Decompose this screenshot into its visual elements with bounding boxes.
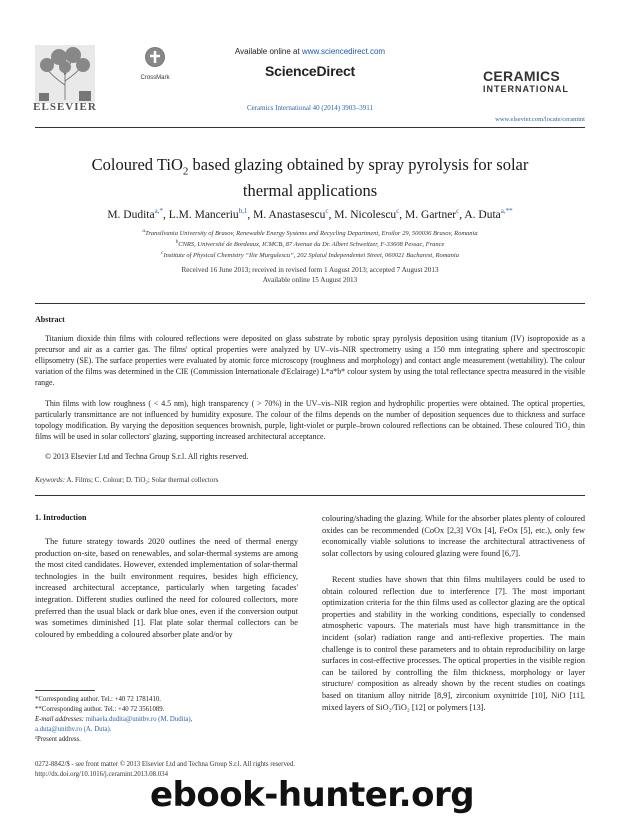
affiliation	[40, 239, 580, 248]
abstract-top-divider	[35, 303, 585, 304]
author-affiliation-mark[interactable]: a,*	[154, 207, 163, 215]
author-affiliation-mark[interactable]: c	[325, 207, 329, 215]
title-part2: based glazing obtained by spray pyrolysis for solar	[188, 155, 529, 174]
affiliation-mark: b	[175, 239, 179, 245]
affiliation-text: CNRS, Université de Bordeaux, ICMCB, 87 Avenue du Dr. Albert Schweitzer, F-33608 Pessac, France	[178, 241, 445, 249]
doi-link[interactable]: http://dx.doi.org/10.1016/j.ceramint.2013.08.034	[35, 771, 168, 778]
article-title	[40, 155, 580, 201]
header-divider	[35, 127, 585, 128]
affiliation-text: Transilvania University of Brasov, Renewable Energy Systems and Recycling Department, Eroilor 29, 500036 Brasov, Romania	[145, 230, 478, 238]
available-online-line	[210, 47, 410, 56]
publisher-name: ELSEVIER	[33, 101, 97, 113]
footnote-email-2	[35, 725, 298, 735]
sciencedirect-link[interactable]: www.sciencedirect.com	[301, 47, 386, 56]
abstract-heading: Abstract	[35, 315, 65, 324]
footnote-corresponding-2: **Corresponding author. Tel.: +40 72 3561089.	[35, 706, 165, 713]
available-prefix: Available online at	[234, 47, 302, 56]
abstract-paragraph-1: Titanium dioxide thin films with coloured reflections were deposited on glass substrate by robotic spray pyrolysis deposition using titanium (IV) isopropoxide as a precursor and air as a carrier gas. The films' optical properties were analyzed by UV–vis–NIR spectrometry using a 150 mm integrating sphere and spectroscopic ellipsometry (SE). The surface properties were evaluated by atomic force microscopy (roughness and morphology) and contact angle measurement (wettability). The colour variation of the films was determined in the CIE (Commission Internationale d'Eclairage) L*a*b* colour system by using the total reflectance spectra measured in the visible range.	[35, 334, 585, 387]
intro-left-column: The future strategy towards 2020 outlines the need of thermal energy production on-site, based on renewables, and solar-thermal systems are among the most cited candidates. However, extended implementation of solar-thermal technologies in the built environment requires, besides high efficiency, increased architectural acceptance, particularly when targeting facades' integration. Different studies outlined the need for coloured collectors, more preferred than the usual black or dark blue ones, even if the conversion output was sometimes diminished [1]. Flat plate solar thermal collectors can be coloured by embedding a coloured absorber plate and/or by	[35, 537, 298, 639]
author-list: M. Dudita$^{a,*}$, L.M. Manceriu$^{b,1}$, M. Anastasescu$^c$, M. Nicolescu$^c$, M. Gartner$^c$, A. Duta$^{a,**}$	[107, 207, 513, 221]
watermark-text: ebook-hunter.org	[150, 775, 475, 815]
footnote-corresponding-1: *Corresponding author. Tel.: +40 72 1781410.	[35, 696, 161, 703]
email-label: E-mail addresses:	[35, 716, 85, 723]
issn-line: 0272-8842/$ - see front matter © 2013 Elsevier Ltd and Techna Group S.r.l. All rights reserved.	[35, 761, 295, 768]
journal-homepage-link[interactable]: www.elsevier.com/locate/ceramint	[495, 116, 585, 123]
footnote-divider	[35, 690, 95, 691]
title-line2: thermal applications	[242, 181, 378, 201]
author: M. Nicolescu	[334, 208, 397, 221]
intro-right-paragraph-2: Recent studies have shown that thin films multilayers could be used to obtain coloured reflection due to interference [7]. The most important optimization criteria for the thin films used as collector glazing are the optical properties and stability in the working conditions, especially to condensed atmospheric vapours. The materials must have high transmittance in the incident (solar) radiation range and anti-reflexive properties. The main challenge is to control these parameters and to obtain reproducibility on large surfaces in cost-effective processes. The optical properties in the visible region can be tailored by controlling the film thickness, morphology or layer structure/ composition as already shown by the recent studies on coatings based on titanium alloy nitride [8,9], zirconium oxynitride [10], NiO [11], mixed layers of SiO₂/TiO₂ [12] or polymers [13].	[322, 575, 585, 712]
section-heading: 1. Introduction	[35, 513, 87, 522]
crossmark-label: CrossMark	[140, 75, 170, 81]
journal-logo-line2: INTERNATIONAL	[483, 84, 569, 94]
author: L.M. Manceriu	[168, 208, 239, 221]
journal-citation-link[interactable]: Ceramics International 40 (2014) 3903–3911	[246, 104, 374, 112]
keywords-label: Keywords:	[35, 476, 66, 484]
abstract-bottom-divider	[35, 495, 585, 496]
elsevier-tree-logo	[35, 45, 95, 107]
keywords-values: A. Films; C. Colour; D. TiO₂; Solar thermal collectors	[65, 476, 219, 484]
author: M. Gartner	[405, 208, 457, 221]
author: M. Anastasescu	[253, 208, 326, 221]
affiliation-mark: a	[142, 228, 146, 234]
email-link[interactable]: a.duta@unitbv.ro (A. Duta).	[35, 726, 112, 733]
author-affiliation-mark[interactable]: b,1	[238, 207, 248, 215]
received-dates: Received 16 June 2013; received in revised form 1 August 2013; accepted 7 August 2013	[181, 266, 439, 274]
title-subscript: 2	[182, 165, 189, 178]
email-link[interactable]: mihaela.dudita@unitbv.ro (M. Dudita),	[85, 716, 193, 723]
copyright-line: © 2013 Elsevier Ltd and Techna Group S.r.l. All rights reserved.	[45, 452, 249, 461]
author: M. Dudita	[107, 208, 155, 221]
affiliation	[40, 228, 580, 237]
affiliation-text: Institute of Physical Chemistry “Ilie Murgulescu”, 202 Splaiul Independentei Street, 060021 Bucharest, Romania	[163, 252, 459, 260]
author: A. Duta	[464, 208, 501, 221]
author-affiliation-mark[interactable]: c	[456, 207, 460, 215]
intro-right-paragraph-1: colouring/shading the glazing. While for the absorber plates plenty of coloured oxides can be recommended (CoOx [2,3] VOx [4], FeOx [5], etc.), only few economically viable solutions to increase the architectural attractiveness of solar collectors by using coloured glazing were found [6,7].	[322, 514, 585, 558]
affiliation	[40, 250, 580, 259]
keywords-line	[35, 476, 585, 484]
author-affiliation-mark[interactable]: a,**	[500, 207, 513, 215]
affiliation-mark: c	[161, 250, 164, 256]
sciencedirect-logo-text: ScienceDirect	[264, 63, 355, 79]
abstract-paragraph-2: Thin films with low roughness ( < 4.5 nm), high transparency ( > 70%) in the UV–vis–NIR region and hydrophilic properties were obtained. The optical properties, particularly transmittance are not influenced by humidity exposure. The colour of the films depends on the number of deposition sequences due to thickness and surface topology modification. By varying the deposition sequences brownish, purple, light-violet or purple–brown coloured reflections can be obtained. These coloured TiO₂ thin films will be used in solar collectors' glazing, supporting increased architectural acceptance.	[35, 399, 585, 441]
crossmark-icon[interactable]	[145, 47, 165, 67]
footnote-emails	[35, 715, 298, 725]
author-affiliation-mark[interactable]: c	[396, 207, 400, 215]
title-part1: Coloured TiO	[91, 155, 183, 174]
footnote-present-address: ¹Present address.	[35, 736, 81, 743]
online-date: Available online 15 August 2013	[262, 276, 358, 284]
journal-logo-line1: CERAMICS	[483, 68, 561, 84]
